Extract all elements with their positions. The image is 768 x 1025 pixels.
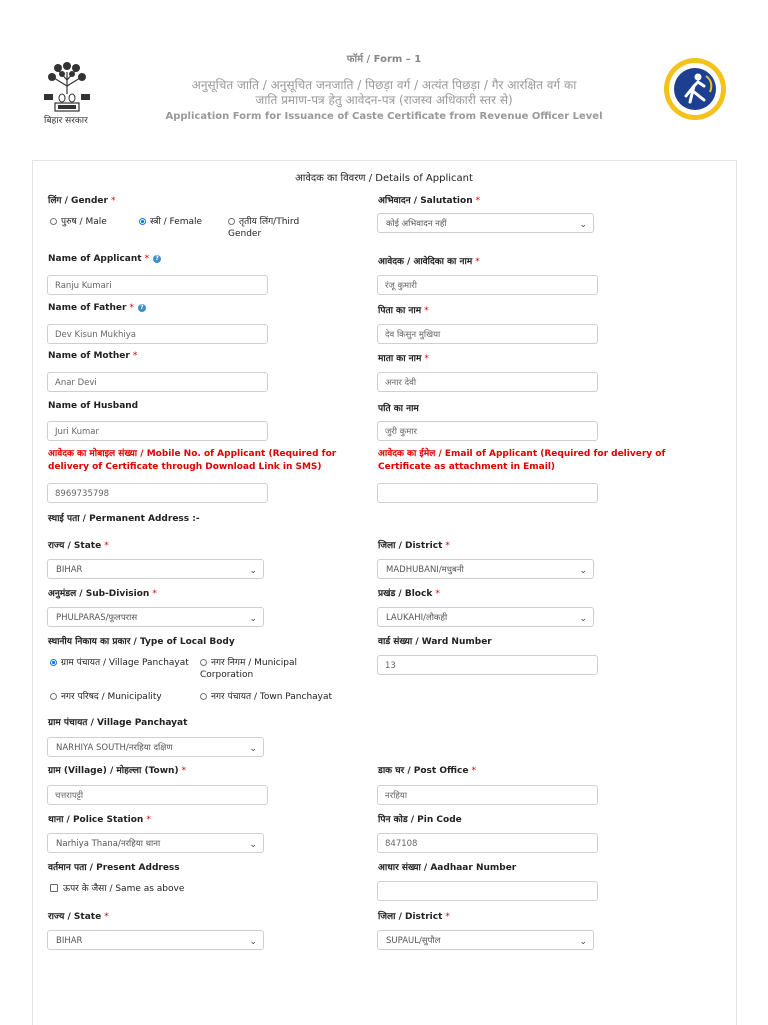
- hindi-title-line1: अनुसूचित जाति / अनुसूचित जनजाति / पिछड़ा वर्ग / अत्यंत पिछड़ा / गैर आरक्षित वर्ग का: [191, 78, 577, 92]
- panchayat-value: NARHIYA SOUTH/नरहिया दक्षिण: [56, 743, 173, 753]
- aadhaar-label: आधार संख्या / Aadhaar Number: [378, 863, 517, 873]
- village-label-text: ग्राम (Village) / मोहल्ला (Town): [48, 766, 179, 776]
- radio-icon: [200, 693, 207, 700]
- husband-name-input[interactable]: Juri Kumar: [47, 421, 268, 441]
- father-name-hindi-input[interactable]: देव किसुन मुखिया: [377, 324, 598, 344]
- perm-state-select[interactable]: [47, 559, 264, 579]
- perm-state-value: BIHAR: [56, 565, 83, 575]
- local-body-town-label: नगर पंचायत / Town Panchayat: [211, 692, 333, 702]
- applicant-name-input[interactable]: Ranju Kumari: [47, 275, 268, 295]
- present-state-label-text: राज्य / State: [48, 912, 102, 922]
- chevron-down-icon: ⌄: [579, 220, 587, 230]
- required-mark: *: [424, 354, 429, 364]
- section-title: आवेदक का विवरण / Details of Applicant: [295, 173, 473, 184]
- chevron-down-icon: ⌄: [249, 744, 257, 754]
- present-district-label-text: जिला / District: [378, 912, 443, 922]
- radio-icon: [200, 659, 207, 666]
- police-station-label: [48, 812, 151, 825]
- perm-district-label: [378, 538, 450, 551]
- father-name-label-text: Name of Father: [48, 303, 127, 313]
- gender-female-radio[interactable]: [139, 216, 202, 228]
- radio-selected-icon: [50, 659, 57, 666]
- present-address-heading: वर्तमान पता / Present Address: [48, 863, 180, 873]
- father-name-input[interactable]: Dev Kisun Mukhiya: [47, 324, 268, 344]
- post-office-input[interactable]: नरहिया: [377, 785, 598, 805]
- local-body-town-radio[interactable]: [200, 691, 332, 703]
- required-mark: *: [445, 912, 450, 922]
- required-mark: *: [475, 257, 480, 267]
- required-mark: *: [435, 589, 440, 599]
- panchayat-select[interactable]: [47, 737, 264, 757]
- mother-name-hindi-input[interactable]: अनार देवी: [377, 372, 598, 392]
- mobile-label: आवेदक का मोबाइल संख्या / Mobile No. of Applicant (Required for delivery of Certificate through Download Link in SMS): [48, 449, 337, 472]
- applicant-name-hindi-label-text: आवेदक / आवेदिका का नाम: [378, 257, 473, 267]
- english-title: Application Form for Issuance of Caste Certificate from Revenue Officer Level: [165, 111, 603, 122]
- perm-subdivision-value: PHULPARAS/फूलपरास: [56, 613, 138, 623]
- police-station-select[interactable]: [47, 833, 264, 853]
- perm-state-label: [48, 538, 109, 551]
- required-mark: *: [471, 766, 476, 776]
- applicant-name-label: [48, 254, 161, 264]
- local-body-municipal-corp-radio[interactable]: [200, 657, 320, 681]
- mother-name-input[interactable]: Anar Devi: [47, 372, 268, 392]
- husband-name-hindi-input[interactable]: जुरी कुमार: [377, 421, 598, 441]
- radio-selected-icon: [139, 218, 146, 225]
- present-state-value: BIHAR: [56, 936, 83, 946]
- salutation-value: कोई अभिवादन नहीं: [386, 219, 447, 229]
- local-body-village-label: ग्राम पंचायत / Village Panchayat: [61, 658, 189, 668]
- chevron-down-icon: ⌄: [249, 840, 257, 850]
- local-body-municipality-label: नगर परिषद / Municipality: [61, 692, 162, 702]
- mother-name-label-text: Name of Mother: [48, 351, 130, 361]
- gender-third-label: तृतीय लिंग/Third Gender: [228, 217, 300, 239]
- present-district-value: SUPAUL/सुपौल: [386, 936, 441, 946]
- mother-name-label: [48, 351, 137, 361]
- chevron-down-icon: ⌄: [249, 614, 257, 624]
- mobile-input[interactable]: 8969735798: [47, 483, 268, 503]
- chevron-down-icon: ⌄: [579, 937, 587, 947]
- perm-block-select[interactable]: [377, 607, 594, 627]
- salutation-label: [378, 193, 480, 206]
- radio-icon: [228, 218, 235, 225]
- post-office-label-text: डाक घर / Post Office: [378, 766, 469, 776]
- aadhaar-input[interactable]: [377, 881, 598, 901]
- gender-third-radio[interactable]: [228, 216, 318, 240]
- email-label: आवेदक का ईमेल / Email of Applicant (Required for delivery of Certificate as attachment in Email): [378, 449, 666, 472]
- local-body-label: स्थानीय निकाय का प्रकार / Type of Local Body: [48, 637, 235, 647]
- required-mark: *: [146, 815, 151, 825]
- perm-state-label-text: राज्य / State: [48, 541, 102, 551]
- perm-block-label-text: प्रखंड / Block: [378, 589, 433, 599]
- husband-name-hindi-label: पति का नाम: [378, 404, 419, 414]
- panchayat-label: ग्राम पंचायत / Village Panchayat: [48, 718, 188, 728]
- gender-male-radio[interactable]: [50, 216, 107, 228]
- radio-icon: [50, 218, 57, 225]
- permanent-address-heading: स्थाई पता / Permanent Address :-: [48, 514, 200, 524]
- village-input[interactable]: चत्तरापट्टी: [47, 785, 268, 805]
- perm-block-value: LAUKAHI/लौकही: [386, 613, 448, 623]
- checkbox-icon: [50, 884, 58, 892]
- required-mark: *: [129, 303, 134, 313]
- gender-label: [48, 193, 115, 206]
- form-header: [0, 0, 768, 150]
- perm-district-value: MADHUBANI/मधुबनी: [386, 565, 464, 575]
- chevron-down-icon: ⌄: [579, 614, 587, 624]
- applicant-name-hindi-input[interactable]: रंजू कुमारी: [377, 275, 598, 295]
- help-icon[interactable]: ?: [153, 255, 161, 263]
- local-body-village-radio[interactable]: [50, 657, 189, 669]
- required-mark: *: [424, 306, 429, 316]
- gender-male-label: पुरुष / Male: [61, 217, 107, 227]
- department-logo-icon: [660, 56, 730, 122]
- same-as-above-label: ऊपर के जैसा / Same as above: [63, 884, 185, 894]
- hindi-title-line2: जाति प्रमाण-पत्र हेतु आवेदन-पत्र (राजस्व अधिकारी स्तर से): [255, 93, 513, 107]
- required-mark: *: [445, 541, 450, 551]
- father-name-hindi-label: [378, 303, 429, 316]
- perm-subdivision-label-text: अनुमंडल / Sub-Division: [48, 589, 150, 599]
- gender-label-text: लिंग / Gender: [48, 196, 108, 206]
- applicant-name-hindi-label: [378, 254, 480, 267]
- required-mark: *: [152, 589, 157, 599]
- police-station-value: Narhiya Thana/नरहिया थाना: [56, 839, 161, 849]
- mother-name-hindi-label-text: माता का नाम: [378, 354, 422, 364]
- village-label: [48, 763, 186, 776]
- father-name-label: [48, 303, 146, 313]
- perm-subdivision-select[interactable]: [47, 607, 264, 627]
- required-mark: *: [132, 351, 138, 361]
- pin-code-input[interactable]: 847108: [377, 833, 598, 853]
- required-mark: *: [104, 541, 109, 551]
- help-icon[interactable]: ?: [138, 304, 146, 312]
- required-mark: *: [110, 196, 116, 206]
- form-number: फॉर्म / Form – 1: [346, 54, 422, 65]
- perm-district-select[interactable]: [377, 559, 594, 579]
- ward-label: वार्ड संख्या / Ward Number: [378, 637, 492, 647]
- required-mark: *: [475, 196, 481, 206]
- email-input[interactable]: [377, 483, 598, 503]
- ward-input[interactable]: 13: [377, 655, 598, 675]
- chevron-down-icon: ⌄: [579, 566, 587, 576]
- local-body-municipality-radio[interactable]: [50, 691, 162, 703]
- husband-name-label: Name of Husband: [48, 401, 139, 411]
- applicant-name-label-text: Name of Applicant: [48, 254, 142, 264]
- father-name-hindi-label-text: पिता का नाम: [378, 306, 422, 316]
- same-as-above-checkbox[interactable]: [50, 883, 184, 895]
- present-district-select[interactable]: [377, 930, 594, 950]
- chevron-down-icon: ⌄: [249, 937, 257, 947]
- required-mark: *: [181, 766, 187, 776]
- chevron-down-icon: ⌄: [249, 566, 257, 576]
- mother-name-hindi-label: [378, 351, 429, 364]
- pin-code-label: पिन कोड / Pin Code: [378, 815, 462, 825]
- perm-district-label-text: जिला / District: [378, 541, 443, 551]
- required-mark: *: [104, 912, 109, 922]
- hindi-title: [180, 78, 588, 108]
- present-district-label: [378, 909, 450, 922]
- police-station-label-text: थाना / Police Station: [48, 815, 144, 825]
- emblem-caption: बिहार सरकार: [44, 116, 88, 126]
- radio-icon: [50, 693, 57, 700]
- salutation-label-text: अभिवादन / Salutation: [378, 196, 473, 206]
- perm-block-label: [378, 586, 440, 599]
- perm-subdivision-label: [48, 586, 157, 599]
- required-mark: *: [144, 254, 150, 264]
- present-state-select[interactable]: [47, 930, 264, 950]
- gender-female-label: स्त्री / Female: [150, 217, 203, 227]
- local-body-municipal-corp-label: नगर निगम / Municipal Corporation: [200, 658, 297, 680]
- post-office-label: [378, 763, 476, 776]
- salutation-select[interactable]: [377, 213, 594, 233]
- present-state-label: [48, 909, 109, 922]
